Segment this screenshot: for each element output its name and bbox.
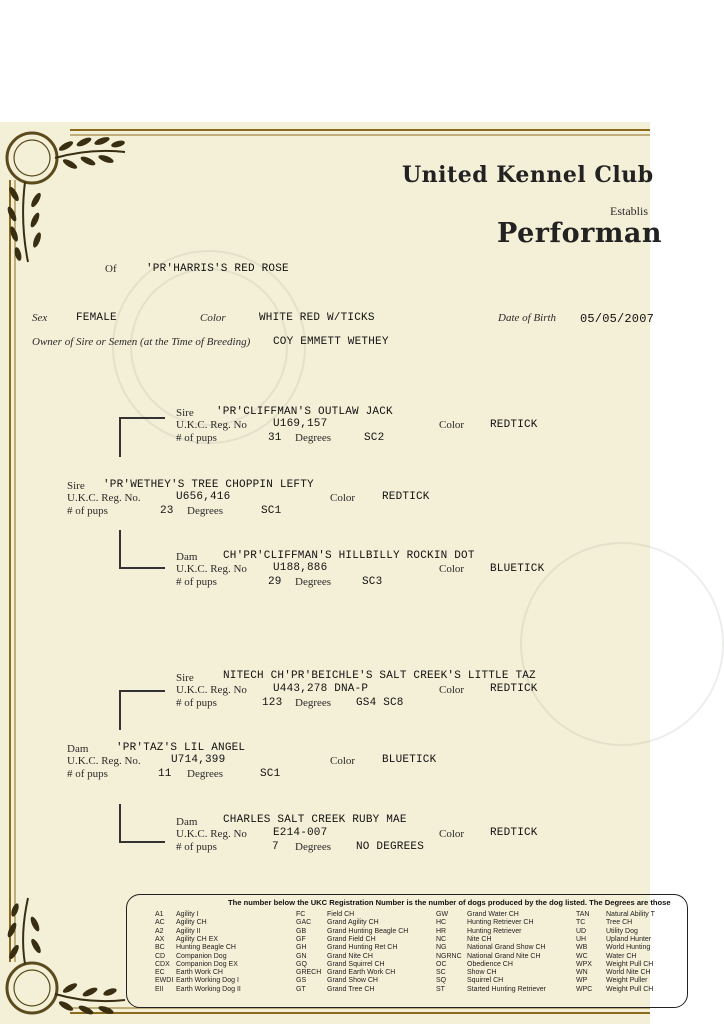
reg-label: U.K.C. Reg. No: [176, 419, 247, 431]
legend-abbrev: GRECH: [296, 969, 322, 977]
legend-abbrev: TC: [576, 919, 586, 927]
legend-meaning: National Grand Nite CH: [467, 952, 541, 960]
bracket-line: [119, 417, 165, 419]
legend-meaning: Field CH: [327, 911, 355, 918]
legend-meaning: Utility Dog: [606, 927, 638, 935]
legend-abbrev: GW: [436, 911, 449, 918]
owner-label: Owner of Sire or Semen (at the Time of Breeding): [32, 336, 251, 348]
legend-meaning: Obedience CH: [467, 960, 513, 968]
color-label: Color: [439, 563, 465, 575]
org-title: United Kennel Club: [402, 162, 654, 188]
bracket-line: [119, 690, 121, 730]
dog-color: REDTICK: [490, 419, 538, 431]
bracket-line: [119, 417, 121, 457]
legend-meaning: Weight Pull CH: [606, 985, 654, 993]
reg-label: U.K.C. Reg. No.: [67, 755, 141, 767]
color-label: Color: [200, 312, 226, 324]
color-label: Color: [330, 755, 356, 767]
legend-meaning: Grand Tree CH: [327, 985, 375, 993]
reg-label: U.K.C. Reg. No.: [67, 492, 141, 504]
legend-abbrev: CD: [155, 952, 166, 960]
dob-label: Date of Birth: [498, 312, 557, 324]
dog-color: WHITE RED W/TICKS: [259, 312, 375, 324]
pups-label: # of pups: [176, 576, 217, 588]
legend-meaning: Companion Dog EX: [176, 960, 238, 968]
legend-meaning: Companion Dog: [176, 952, 227, 960]
legend-meaning: Weight Pull CH: [606, 960, 654, 968]
legend-meaning: Nite CH: [467, 935, 492, 943]
legend-abbrev: NC: [436, 935, 447, 943]
legend-meaning: Upland Hunter: [606, 935, 652, 943]
color-label: Color: [439, 828, 465, 840]
legend-abbrev: FC: [296, 911, 306, 918]
dog-sex: FEMALE: [76, 312, 117, 324]
legend-meaning: Agility I: [176, 911, 199, 918]
legend-abbrev: GT: [296, 985, 306, 993]
pups-count: 7: [272, 841, 279, 853]
legend-meaning: Earth Working Dog I: [176, 977, 239, 985]
pups-count: 123: [262, 697, 283, 709]
legend-abbrev: NG: [436, 944, 447, 952]
pups-label: # of pups: [176, 841, 217, 853]
reg-label: U.K.C. Reg. No: [176, 684, 247, 696]
dog-name: NITECH CH'PR'BEICHLE'S SALT CREEK'S LITTLE TAZ: [223, 670, 536, 682]
legend-meaning: National Grand Show CH: [467, 944, 546, 952]
laurel-ornament-bottom-icon: [0, 894, 135, 1024]
legend-meaning: Weight Puller: [606, 977, 648, 985]
color-label: Color: [330, 492, 356, 504]
degrees-value: SC3: [362, 576, 383, 588]
dam-label: Dam: [176, 551, 198, 563]
bracket-line: [119, 690, 165, 692]
color-label: Color: [439, 684, 465, 696]
legend-abbrev: SC: [436, 969, 446, 977]
legend-meaning: Earth Work CH: [176, 969, 223, 977]
bracket-line: [119, 841, 165, 843]
degrees-label: Degrees: [187, 768, 224, 780]
legend-meaning: Agility II: [176, 927, 201, 935]
legend-abbrev: GB: [296, 927, 307, 935]
legend-title: The number below the UKC Registration Number is the number of dogs produced by the dog listed. The Degrees are those: [228, 898, 671, 907]
legend-abbrev: A2: [155, 927, 164, 935]
legend-abbrev: WB: [576, 944, 588, 952]
legend-meaning: Earth Working Dog II: [176, 985, 241, 993]
reg-number: E214-007: [273, 827, 328, 839]
legend-meaning: Hunting Retriever CH: [467, 919, 534, 927]
dog-name: 'PR'WETHEY'S TREE CHOPPIN LEFTY: [103, 479, 314, 491]
sire-label: Sire: [176, 407, 194, 419]
legend-abbrev: SQ: [436, 977, 447, 985]
legend-abbrev: AC: [155, 919, 165, 927]
legend-meaning: World Hunting: [606, 944, 651, 952]
dog-color: BLUETICK: [382, 754, 437, 766]
degrees-value: SC1: [261, 505, 282, 517]
reg-label: U.K.C. Reg. No: [176, 828, 247, 840]
pups-label: # of pups: [67, 768, 108, 780]
owner-name: COY EMMETT WETHEY: [273, 336, 389, 348]
dog-color: REDTICK: [490, 683, 538, 695]
legend-abbrev: NGRNC: [436, 952, 462, 960]
legend-meaning: Show CH: [467, 969, 497, 977]
legend-meaning: Grand Earth Work CH: [327, 969, 396, 977]
legend-abbrev: CDX: [155, 960, 170, 968]
dog-name: 'PR'TAZ'S LIL ANGEL: [116, 742, 246, 754]
pups-label: # of pups: [176, 697, 217, 709]
legend-meaning: Grand Nite CH: [327, 952, 373, 960]
legend-abbrev: EWDI: [155, 977, 174, 985]
reg-number: U714,399: [171, 754, 226, 766]
dog-name: CH'PR'CLIFFMAN'S HILLBILLY ROCKIN DOT: [223, 550, 475, 562]
legend-abbrev: BC: [155, 944, 165, 952]
legend-abbrev: GQ: [296, 960, 307, 968]
pups-label: # of pups: [67, 505, 108, 517]
established-text: Establis: [610, 204, 648, 218]
certificate-paper: [0, 122, 671, 1024]
legend-abbrev: GAC: [296, 919, 312, 927]
legend-abbrev: HR: [436, 927, 447, 935]
certificate-title: Performan: [497, 218, 663, 249]
legend-meaning: Agility CH EX: [176, 935, 219, 943]
degrees-value: SC1: [260, 768, 281, 780]
dam-label: Dam: [176, 816, 198, 828]
legend-meaning: Grand Show CH: [327, 977, 378, 985]
legend-meaning: Tree CH: [606, 919, 633, 927]
legend-meaning: Agility CH: [176, 919, 207, 927]
pups-count: 23: [160, 505, 174, 517]
degrees-label: Degrees: [295, 697, 332, 709]
legend-abbrev: AX: [155, 935, 165, 943]
pups-count: 29: [268, 576, 282, 588]
legend-abbrev: EII: [155, 985, 164, 993]
degrees-value: NO DEGREES: [356, 841, 425, 853]
color-label: Color: [439, 419, 465, 431]
dog-name: 'PR'CLIFFMAN'S OUTLAW JACK: [216, 406, 393, 418]
dog-color: BLUETICK: [490, 563, 545, 575]
legend-meaning: Hunting Retriever: [467, 927, 522, 935]
laurel-ornament-top-icon: [0, 122, 135, 272]
legend-abbrev: EC: [155, 969, 165, 977]
legend-abbrev: GF: [296, 935, 306, 943]
degrees-label: Degrees: [295, 432, 332, 444]
legend-abbrev: ST: [436, 985, 445, 993]
legend-meaning: Started Hunting Retriever: [467, 985, 546, 993]
legend-abbrev: WPC: [576, 985, 593, 993]
sire-label: Sire: [67, 480, 85, 492]
legend-meaning: Grand Squirrel CH: [327, 960, 385, 968]
reg-label: U.K.C. Reg. No: [176, 563, 247, 575]
of-label: Of: [105, 263, 117, 275]
legend-abbrev: TAN: [576, 911, 590, 918]
legend-meaning: Grand Field CH: [327, 935, 376, 943]
legend-meaning: Grand Water CH: [467, 911, 519, 918]
pups-count: 11: [158, 768, 172, 780]
reg-number: U656,416: [176, 491, 231, 503]
legend-meaning: Grand Agility CH: [327, 919, 379, 927]
dam-label: Dam: [67, 743, 89, 755]
pups-label: # of pups: [176, 432, 217, 444]
legend-abbrev: GS: [296, 977, 307, 985]
degrees-value: GS4 SC8: [356, 697, 404, 709]
reg-number: U188,886: [273, 562, 328, 574]
degrees-label: Degrees: [295, 576, 332, 588]
legend-abbrev: OC: [436, 960, 447, 968]
legend-meaning: Natural Ability T: [606, 911, 655, 918]
legend-abbrev: WP: [576, 977, 588, 985]
degrees-label: Degrees: [295, 841, 332, 853]
dog-color: REDTICK: [382, 491, 430, 503]
legend-meaning: Grand Hunting Ret CH: [327, 944, 398, 952]
degrees-value: SC2: [364, 432, 385, 444]
legend-abbrev: GN: [296, 952, 307, 960]
sire-label: Sire: [176, 672, 194, 684]
legend-abbrev: A1: [155, 911, 164, 918]
legend-abbrev: WPX: [576, 960, 592, 968]
legend-meaning: World Nite CH: [606, 969, 651, 977]
bracket-line: [119, 567, 165, 569]
legend-abbrev: UH: [576, 935, 587, 943]
legend-meaning: Grand Hunting Beagle CH: [327, 927, 409, 935]
dog-name: 'PR'HARRIS'S RED ROSE: [146, 263, 289, 275]
legend-meaning: Squirrel CH: [467, 977, 504, 985]
reg-number: U443,278 DNA-P: [273, 683, 369, 695]
legend-abbrev: GH: [296, 944, 307, 952]
legend-meaning: Hunting Beagle CH: [176, 944, 236, 952]
dog-dob: 05/05/2007: [580, 312, 655, 326]
pups-count: 31: [268, 432, 282, 444]
legend-abbrev: WC: [576, 952, 588, 960]
dog-name: CHARLES SALT CREEK RUBY MAE: [223, 814, 407, 826]
degrees-label: Degrees: [187, 505, 224, 517]
legend-abbrev: HC: [436, 919, 447, 927]
sex-label: Sex: [32, 312, 48, 324]
legend-abbrev: WN: [576, 969, 588, 977]
legend-meaning: Water CH: [606, 952, 637, 960]
reg-number: U169,157: [273, 418, 328, 430]
bracket-line: [119, 530, 121, 567]
dog-color: REDTICK: [490, 827, 538, 839]
legend-abbrev: UD: [576, 927, 587, 935]
bracket-line: [119, 804, 121, 841]
